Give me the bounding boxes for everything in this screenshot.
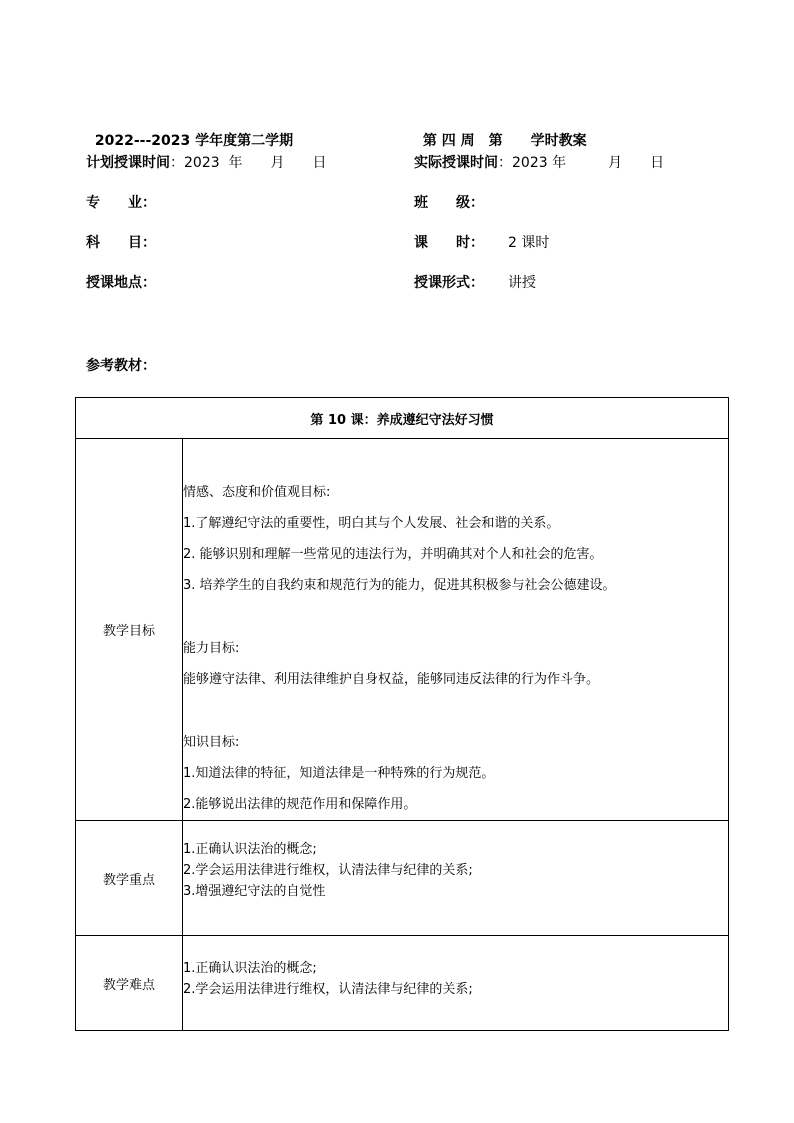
- key-points-label: 教学重点: [76, 821, 183, 936]
- actual-time-value: ：2023 年 月 日: [498, 155, 665, 171]
- form-label: 授课形式：: [414, 275, 484, 291]
- form-value: 讲授: [508, 275, 536, 291]
- form-value-wrap: [508, 274, 536, 292]
- objective-item: 能够遵守法律、利用法律维护自身权益，能够同违反法律的行为作斗争。: [183, 672, 600, 687]
- objective-item: 1.知道法律的特征，知道法律是一种特殊的行为规范。: [183, 766, 495, 781]
- planned-time-label: 计划授课时间: [86, 155, 170, 171]
- week-heading: [414, 114, 587, 150]
- location-label: 授课地点：: [86, 275, 156, 291]
- hours-row: [414, 234, 484, 252]
- objective-group-title: 情感、态度和价值观目标:: [183, 485, 331, 500]
- key-points-row: [76, 821, 729, 936]
- objective-item: 2.能够说出法律的规范作用和保障作用。: [183, 797, 417, 812]
- actual-time-row: [414, 154, 664, 172]
- objective-item: 1.了解遵纪守法的重要性，明白其与个人发展、社会和谐的关系。: [183, 516, 560, 531]
- planned-time-row: [86, 154, 327, 172]
- reference-label: 参考教材：: [86, 358, 156, 374]
- week-text: 第 四 周 第 学时教案: [422, 133, 587, 149]
- actual-time-label: 实际授课时间: [414, 155, 498, 171]
- key-point-item: 3.增强遵纪守法的自觉性: [183, 883, 326, 899]
- hours-value: 2 课时: [508, 235, 550, 251]
- planned-time-value: ：2023 年 月 日: [170, 155, 327, 171]
- objective-group-title: 能力目标:: [183, 641, 240, 656]
- location-row: [86, 274, 156, 292]
- subject-label: 科 目：: [86, 235, 156, 251]
- hours-label: 课 时：: [414, 235, 484, 251]
- class-row: [414, 194, 484, 212]
- hours-value-wrap: [508, 234, 549, 252]
- lesson-title: 第 10 课：养成遵纪守法好习惯: [76, 398, 729, 439]
- class-label: 班 级：: [414, 195, 484, 211]
- term-text: 2022---2023 学年度第二学期: [94, 133, 294, 149]
- lesson-plan-table: [75, 397, 729, 1031]
- major-label: 专 业：: [86, 195, 156, 211]
- difficult-points-label: 教学难点: [76, 936, 183, 1031]
- difficult-point-item: 2.学会运用法律进行维权，认清法律与纪律的关系;: [183, 982, 473, 997]
- major-row: [86, 194, 156, 212]
- key-point-item: 1.正确认识法治的概念;: [183, 841, 317, 857]
- difficult-points-row: [76, 936, 729, 1031]
- subject-row: [86, 234, 156, 252]
- term-heading: [86, 114, 293, 150]
- lesson-title-row: [76, 398, 729, 439]
- objectives-content: [183, 439, 729, 821]
- form-row: [414, 274, 484, 292]
- key-points-content: [183, 821, 729, 936]
- objective-group-title: 知识目标:: [183, 735, 240, 750]
- objective-item: 2. 能够识别和理解一些常见的违法行为，并明确其对个人和社会的危害。: [183, 547, 603, 562]
- difficult-point-item: 1.正确认识法治的概念;: [183, 961, 317, 976]
- objectives-label: 教学目标: [76, 439, 183, 821]
- objectives-row: [76, 439, 729, 821]
- key-point-item: 2.学会运用法律进行维权，认清法律与纪律的关系;: [183, 862, 473, 878]
- objective-item: 3. 培养学生的自我约束和规范行为的能力，促进其积极参与社会公德建设。: [183, 578, 616, 593]
- difficult-points-content: [183, 936, 729, 1031]
